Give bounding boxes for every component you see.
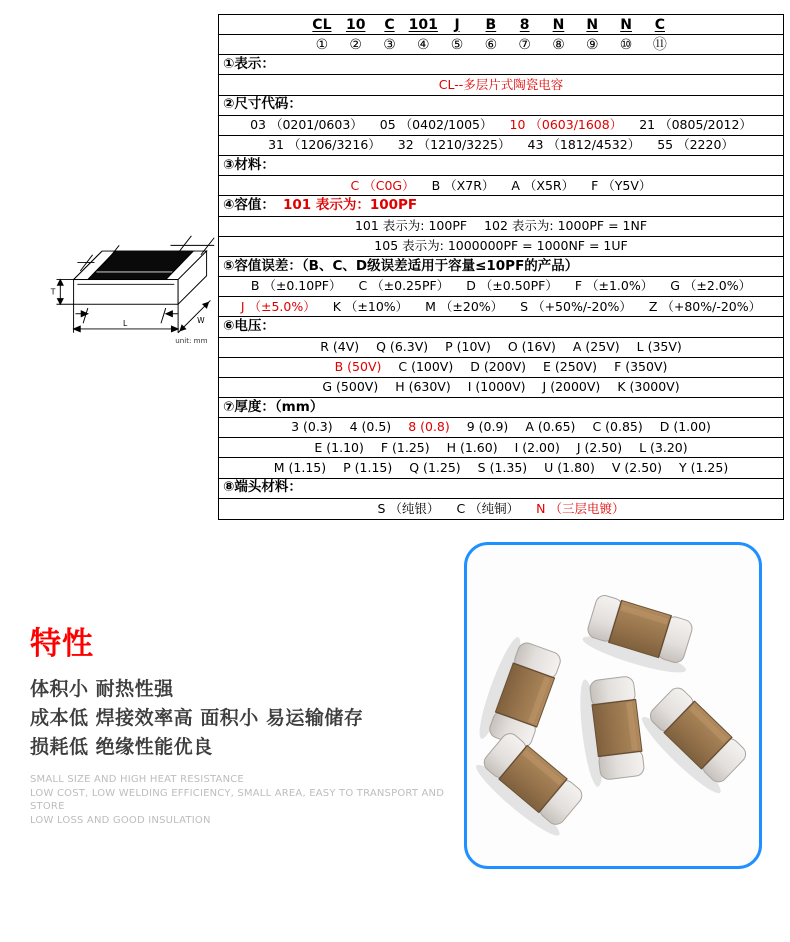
product-photo — [464, 542, 762, 869]
spec-cell: 31 （1206/3216） — [268, 137, 381, 153]
part-code-index: ② — [349, 36, 362, 53]
spec-cell: ⑥电压： — [223, 318, 275, 335]
spec-row — [219, 156, 783, 176]
spec-cell: M (1.15) — [273, 459, 327, 475]
spec-cell: 9 (0.9) — [466, 419, 509, 435]
spec-cell: A (25V) — [572, 338, 620, 354]
spec-cell: U (1.80) — [544, 459, 595, 475]
chip-capacitor — [473, 634, 564, 755]
part-code: N — [620, 16, 632, 33]
spec-row — [219, 96, 783, 116]
spec-cell: 55 （2220） — [657, 137, 734, 153]
spec-cell: B （±0.10PF） — [250, 278, 342, 294]
feature-line-cn: 体积小 耐热性强 — [30, 678, 174, 700]
part-code-row — [219, 15, 783, 35]
spec-cell: ⑧端头材料： — [223, 479, 302, 496]
spec-cell: 105 表示为: 1000000PF = 1000NF = 1UF — [374, 238, 628, 254]
spec-cell: C （±0.25PF） — [358, 278, 450, 294]
part-code: N — [552, 16, 565, 33]
part-code-index: ① — [315, 36, 329, 53]
spec-cell: F (1.25) — [380, 439, 430, 455]
part-code: C — [384, 16, 395, 33]
spec-cell: Y (1.25) — [679, 459, 729, 475]
part-code-index: ④ — [417, 36, 430, 53]
spec-cell: B （X7R） — [431, 177, 495, 193]
spec-cell: D (1.00) — [659, 419, 711, 435]
spec-row — [219, 217, 783, 237]
spec-cell: A （X5R） — [511, 177, 575, 193]
feature-line-en: LOW COST, LOW WELDING EFFICIENCY, SMALL AREA, EASY TO TRANSPORT AND STORE — [30, 787, 445, 812]
spec-cell: I (2.00) — [514, 439, 560, 455]
spec-row — [219, 176, 783, 196]
spec-cell: 8 (0.8) — [408, 419, 450, 435]
spec-cell: F （Y5V） — [591, 177, 652, 193]
spec-cell: 32 （1210/3225） — [397, 137, 511, 153]
spec-cell: ③材料： — [223, 156, 275, 173]
spec-cell: 03 （0201/0603） — [250, 117, 363, 133]
spec-row — [219, 116, 783, 136]
part-code: C — [654, 16, 665, 33]
spec-cell: ⑤容值误差：（B、C、D级误差适用于容量≤10PF的产品） — [223, 257, 579, 274]
features-section — [30, 618, 450, 827]
spec-row — [219, 55, 783, 75]
spec-cell: S （+50%/-20%） — [520, 298, 632, 314]
spec-cell: J (2.50) — [576, 439, 623, 455]
spec-cell: L (3.20) — [639, 439, 688, 455]
part-code-index: ③ — [383, 36, 396, 53]
spec-row — [219, 358, 783, 378]
part-code: B — [485, 16, 497, 33]
spec-cell: 43 （1812/4532） — [527, 137, 641, 153]
spec-row — [219, 136, 783, 156]
spec-cell: G （±2.0%） — [670, 278, 752, 294]
spec-cell: 10 （0603/1608） — [509, 117, 623, 133]
part-code-index: ⑥ — [484, 36, 498, 53]
spec-cell: M （±20%） — [425, 298, 504, 314]
spec-cell: 101 表示为：100PF — [282, 197, 418, 214]
spec-cell: C （纯铜） — [456, 500, 520, 516]
spec-row — [219, 338, 783, 358]
dim-label-thickness: T — [50, 287, 56, 297]
spec-cell: S (1.35) — [477, 459, 528, 475]
capacitors-photo-illustration — [467, 545, 759, 866]
spec-row — [219, 297, 783, 317]
spec-cell: P (10V) — [445, 338, 491, 354]
spec-cell: ①表示： — [223, 56, 275, 73]
chip-capacitor — [580, 593, 700, 679]
dim-label-width: W — [197, 316, 205, 326]
spec-row — [219, 317, 783, 337]
feature-line-en: LOW LOSS AND GOOD INSULATION — [30, 814, 211, 826]
spec-cell: E (1.10) — [314, 439, 364, 455]
feature-line-cn: 损耗低 绝缘性能优良 — [30, 736, 213, 758]
part-code-index: ⑧ — [552, 36, 565, 53]
spec-cell: 4 (0.5) — [349, 419, 392, 435]
part-code: 10 — [345, 16, 366, 33]
dim-label-length: L — [123, 319, 128, 329]
spec-cell: 05 （0402/1005） — [379, 117, 493, 133]
spec-row — [219, 75, 783, 95]
spec-row — [219, 237, 783, 257]
spec-cell: 101 表示为: 100PF — [354, 217, 468, 233]
spec-cell: ④容值： — [223, 197, 275, 214]
spec-row — [219, 479, 783, 499]
spec-cell: 3 (0.3) — [291, 419, 333, 435]
spec-cell: J (2000V) — [542, 379, 601, 395]
spec-cell: Q (6.3V) — [376, 338, 429, 354]
part-code-index: ⑦ — [518, 36, 531, 53]
spec-row — [219, 499, 783, 519]
spec-cell: O (16V) — [507, 338, 556, 354]
spec-cell: V (2.50) — [611, 459, 662, 475]
spec-cell: K （±10%） — [332, 298, 409, 314]
spec-cell: C (100V) — [398, 358, 454, 374]
spec-row — [219, 257, 783, 277]
spec-cell: F （±1.0%） — [574, 278, 654, 294]
spec-cell: D （±0.50PF） — [466, 278, 558, 294]
capacitor-dimension-diagram — [28, 192, 218, 350]
chip-capacitor — [471, 729, 590, 842]
spec-cell: C (0.85) — [592, 419, 643, 435]
spec-cell: I (1000V) — [467, 379, 526, 395]
spec-cell: H (1.60) — [446, 439, 498, 455]
part-code: CL — [312, 16, 332, 33]
part-code-index-row — [219, 35, 783, 55]
spec-row — [219, 418, 783, 438]
part-code-index: ⑤ — [450, 36, 464, 53]
spec-cell: F (350V) — [614, 358, 668, 374]
spec-cell: Q (1.25) — [409, 459, 461, 475]
spec-cell: ⑦厚度：（mm） — [223, 398, 324, 415]
part-code: 8 — [519, 16, 530, 33]
spec-cell: R (4V) — [320, 338, 360, 354]
chip-capacitor — [576, 674, 646, 788]
feature-line-cn: 成本低 焊接效率高 面积小 易运输储存 — [30, 707, 364, 729]
part-code-index: ⑩ — [619, 36, 633, 53]
spec-cell: H (630V) — [395, 379, 451, 395]
part-code-index: ⑨ — [585, 36, 599, 53]
spec-cell: 21 （0805/2012） — [639, 117, 752, 133]
spec-row — [219, 196, 783, 216]
spec-cell: CL--多层片式陶瓷电容 — [438, 76, 564, 92]
spec-cell: L (35V) — [636, 338, 682, 354]
spec-cell: E (250V) — [543, 358, 598, 374]
spec-cell: J （±5.0%） — [240, 298, 316, 314]
feature-line-en: SMALL SIZE AND HIGH HEAT RESISTANCE — [30, 774, 244, 785]
part-number-spec-table — [218, 14, 784, 520]
spec-cell: ②尺寸代码： — [223, 96, 302, 113]
spec-cell: K (3000V) — [617, 379, 680, 395]
spec-row — [219, 378, 783, 398]
spec-cell: A (0.65) — [525, 419, 576, 435]
feature-lines-en — [30, 773, 450, 827]
spec-cell: P (1.15) — [343, 459, 393, 475]
spec-row — [219, 277, 783, 297]
spec-cell: G (500V) — [322, 379, 379, 395]
spec-cell: Z （+80%/-20%） — [648, 298, 762, 314]
dim-unit-note: unit: mm — [175, 336, 208, 346]
spec-row — [219, 458, 783, 478]
features-title: 特性 — [30, 626, 94, 662]
part-code: J — [454, 16, 460, 33]
spec-cell: B (50V) — [334, 358, 382, 374]
spec-row — [219, 398, 783, 418]
spec-cell: N （三层电镀） — [536, 500, 625, 516]
part-code: N — [586, 16, 599, 33]
chip-capacitor — [636, 683, 753, 799]
spec-cell: 102 表示为: 1000PF = 1NF — [484, 217, 648, 233]
spec-row — [219, 438, 783, 458]
part-code: 101 — [408, 16, 438, 33]
spec-cell: S （纯银） — [377, 500, 440, 516]
spec-cell: D (200V) — [470, 358, 527, 374]
spec-cell: C （C0G） — [350, 177, 415, 193]
part-code-index: ⑪ — [652, 36, 667, 53]
